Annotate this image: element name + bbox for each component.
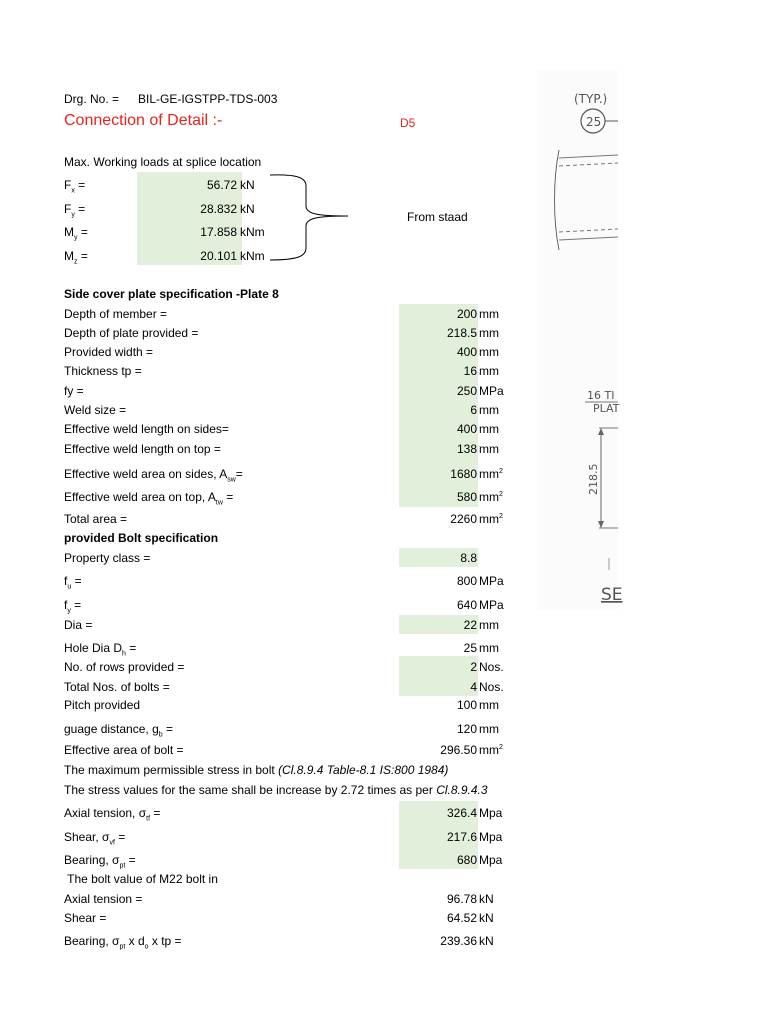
plate-value: 2260 <box>450 512 477 526</box>
callout-number: 25 <box>586 115 602 129</box>
plate-label: Weld size = <box>64 403 127 417</box>
bolt-label: Total Nos. of bolts = <box>64 680 170 694</box>
bolt-capacity-unit: kN <box>479 934 494 948</box>
plate-label: Depth of plate provided = <box>64 326 199 340</box>
bolt-label: Pitch provided <box>64 698 141 712</box>
bolt-capacity-unit: kN <box>479 911 494 925</box>
bolt-value: 640 <box>456 598 477 612</box>
stress-value[interactable]: 680 <box>456 853 477 867</box>
bolt-value[interactable]: 4 <box>470 680 477 694</box>
load-unit-my: kNm <box>240 225 265 239</box>
bolt-value[interactable]: 2 <box>470 660 477 674</box>
bolt-heading: provided Bolt specification <box>64 531 219 545</box>
brace-shape <box>268 172 353 264</box>
plate-label: Effective weld length on sides= <box>64 422 229 436</box>
bolt-value: 120 <box>456 722 477 736</box>
plate-value[interactable]: 1680 <box>450 467 477 481</box>
plate-label: Effective weld length on top = <box>64 442 221 456</box>
stress-unit: Mpa <box>479 806 503 820</box>
plate-label: Depth of member = <box>64 307 168 321</box>
bolt-value[interactable]: 22 <box>463 618 477 632</box>
bolt-value[interactable]: 8.8 <box>460 551 477 565</box>
load-value-mz[interactable]: 20.101 <box>200 249 237 263</box>
stress-unit: Mpa <box>479 853 503 867</box>
dimension-label: 218.5 <box>587 463 600 495</box>
load-unit-fy: kN <box>240 202 255 216</box>
bolt-capacity-value: 239.36 <box>440 934 477 948</box>
plate-unit: $mm^2$ <box>479 512 503 526</box>
bolt-capacity-label: Shear = <box>64 911 107 925</box>
plate-unit: mm <box>479 403 499 417</box>
bolt-unit: $mm^2$ <box>479 743 503 757</box>
drawing-number-value: BIL-GE-IGSTPP-TDS-003 <box>138 92 278 106</box>
plate-heading: Side cover plate specification -Plate 8 <box>64 287 279 301</box>
plate-value[interactable]: 250 <box>456 384 477 398</box>
bolt-value: 296.50 <box>440 743 477 757</box>
bolt-unit: mm <box>479 641 499 655</box>
plate-unit: MPa <box>479 384 504 398</box>
stress-value[interactable]: 217.6 <box>446 830 477 844</box>
bolt-label: Hole Dia $D_h$ = <box>64 641 137 658</box>
page-title: Connection of Detail :- <box>64 112 223 129</box>
stress-unit: Mpa <box>479 830 503 844</box>
plate-value[interactable]: 16 <box>463 364 477 378</box>
bolt-capacity-value: 64.52 <box>446 911 477 925</box>
plate-value[interactable]: 138 <box>456 442 477 456</box>
bolt-unit: Nos. <box>479 680 504 694</box>
bolt-label: No. of rows provided = <box>64 660 185 674</box>
stress-label: Axial tension, $\sigma_{tf}$ = <box>64 806 161 823</box>
bolt-label: Effective area of bolt = <box>64 743 184 757</box>
plate-value[interactable]: 200 <box>456 307 477 321</box>
load-value-fx[interactable]: 56.72 <box>206 178 237 192</box>
loads-heading: Max. Working loads at splice location <box>64 155 262 169</box>
load-label-my: $M_y$ = <box>64 225 88 242</box>
typ-label: (TYP.) <box>574 92 608 106</box>
connection-drawing <box>537 70 623 610</box>
bolt-capacity-value: 96.78 <box>446 892 477 906</box>
bolt-unit: MPa <box>479 598 504 612</box>
plate-unit: mm <box>479 326 499 340</box>
plate-unit: $mm^2$ <box>479 467 503 481</box>
detail-code: D5 <box>400 116 416 130</box>
plate-value[interactable]: 6 <box>470 403 477 417</box>
bolt-label: $f_u$ = <box>64 574 82 591</box>
bolt-unit: mm <box>479 722 499 736</box>
bolt-label: $f_y$ = <box>64 598 82 615</box>
bolt-value: 25 <box>463 641 477 655</box>
load-value-my[interactable]: 17.858 <box>200 225 237 239</box>
plate-value[interactable]: 580 <box>456 490 477 504</box>
bolt-capacity-unit: kN <box>479 892 494 906</box>
plate-value[interactable]: 218.5 <box>446 326 477 340</box>
plate-label: fy = <box>64 384 84 398</box>
bolt-value: 100 <box>456 698 477 712</box>
load-label-fy: $F_y$ = <box>64 202 86 219</box>
stress-note-1: The maximum permissible stress in bolt (Cl.8.9.4 Table-8.1 IS:800 1984) <box>64 763 449 777</box>
plate-unit: mm <box>479 442 499 456</box>
bolt-value-heading: The bolt value of M22 bolt in <box>64 872 218 886</box>
stress-value[interactable]: 326.4 <box>446 806 477 820</box>
bolt-unit: MPa <box>479 574 504 588</box>
loads-source-note: From staad <box>407 210 468 224</box>
plate-unit: mm <box>479 307 499 321</box>
load-label-mz: $M_z$ = <box>64 249 88 266</box>
plate-unit: mm <box>479 364 499 378</box>
bolt-capacity-label: Bearing, $\sigma_{pt}$ x $d_o$ x tp = <box>64 934 182 951</box>
plate-callout-line1: 16 TI <box>587 389 615 402</box>
bolt-label: Dia = <box>64 618 93 632</box>
bolt-value: 800 <box>456 574 477 588</box>
plate-value[interactable]: 400 <box>456 422 477 436</box>
bolt-unit: mm <box>479 618 499 632</box>
drawing-number-label: Drg. No. = <box>64 92 120 106</box>
plate-label: Effective weld area on sides, $A_{sw}=$ <box>64 467 243 484</box>
stress-label: Shear, $\sigma_{vf}$ = <box>64 830 126 847</box>
plate-callout-line2: PLAT <box>593 402 620 415</box>
load-unit-mz: kNm <box>240 249 265 263</box>
load-unit-fx: kN <box>240 178 255 192</box>
plate-unit: mm <box>479 422 499 436</box>
section-label: SE <box>601 585 623 605</box>
plate-label: Provided width = <box>64 345 154 359</box>
plate-label: Effective weld area on top, $A_{tw}$ = <box>64 490 234 507</box>
bolt-capacity-label: Axial tension = <box>64 892 143 906</box>
stress-note-2: The stress values for the same shall be increase by 2.72 times as per Cl.8.9.4.3 <box>64 783 488 797</box>
plate-unit: mm <box>479 345 499 359</box>
load-label-fx: $F_x$ = <box>64 178 86 195</box>
bolt-unit: Nos. <box>479 660 504 674</box>
bolt-label: guage distance, $g_b$ = <box>64 722 173 739</box>
stress-label: Bearing, $\sigma_{pt}$ = <box>64 853 136 870</box>
plate-value[interactable]: 400 <box>456 345 477 359</box>
load-value-fy[interactable]: 28.832 <box>200 202 237 216</box>
plate-label: Total area = <box>64 512 128 526</box>
plate-unit: $mm^2$ <box>479 490 503 504</box>
bolt-label: Property class = <box>64 551 151 565</box>
plate-label: Thickness tp = <box>64 364 142 378</box>
bolt-unit: mm <box>479 698 499 712</box>
